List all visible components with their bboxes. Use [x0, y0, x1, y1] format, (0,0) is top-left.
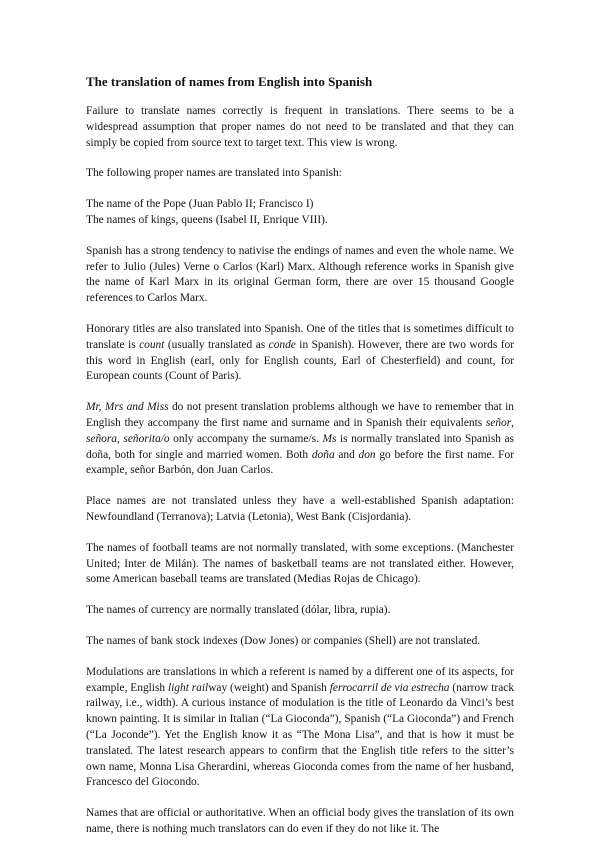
- paragraph-place-names: Place names are not translated unless they have a well-established Spanish adaptation: Newfoundland (Terranova); Latvia (Letonia), West Bank (Cisjordania).: [86, 495, 514, 523]
- list-item: The names of kings, queens (Isabel II, Enrique VIII).: [86, 213, 328, 226]
- paragraph-nativise: Spanish has a strong tendency to nativise the endings of names and even the whole name. We refer to Julio (Jules) Verne o Carlos (Karl) Marx. Although reference works in Spanish give the name of Karl Marx in its original German form, there are over 15 thousand Google references to Carlos Marx.: [86, 244, 514, 305]
- paragraph-currency: The names of currency are normally translated (dólar, libra, rupia).: [86, 604, 391, 617]
- paragraph-courtesy-titles: Mr, Mrs and Miss do not present translation problems although we have to remember that in English they accompany the first name and surname and in Spanish their equivalents señor, señora, señorita/o only accompany the surname/s. Ms is normally translated into Spanish as doña, both for single and married women. Both doña and don go before the first name. For example, señor Barbón, don Juan Carlos.: [86, 401, 514, 477]
- paragraph-modulations: Modulations are translations in which a referent is named by a different one of its aspects, for example, English light railway (weight) and Spanish ferrocarril de via estrecha (narrow track railway, i.e., width). A curious instance of modulation is the title of Leonardo da Vinci’s best known painting. It is similar in Italian (“La Gioconda”), Spanish (“La Gioconda”) and French (“La Joconde”). Yet the English know it as “The Mona Lisa”, and that is how it must be translated. The latest research appears to confirm that the English title refers to the sitter’s own name, Monna Lisa Gherardini, whereas Gioconda comes from the name of her husband, Francesco del Giocondo.: [86, 665, 515, 789]
- document-page: [86, 74, 514, 838]
- paragraph-official-names: Names that are official or authoritative. When an official body gives the translation of its own name, there is nothing much translators can do even if they do not like it. The: [86, 807, 514, 835]
- proper-names-list: [86, 197, 514, 229]
- page-title: The translation of names from English into Spanish: [86, 74, 373, 89]
- list-item: The name of the Pope (Juan Pablo II; Francisco I): [86, 198, 314, 211]
- paragraph-proper-names-lead: The following proper names are translated into Spanish:: [86, 167, 342, 180]
- paragraph-stock-indexes: The names of bank stock indexes (Dow Jones) or companies (Shell) are not translated.: [86, 634, 481, 647]
- paragraph-sports-teams: The names of football teams are not normally translated, with some exceptions. (Manchester United; Inter de Milán). The names of basketball teams are not translated either. However, some American baseball teams are translated (Medias Rojas de Chicago).: [86, 541, 514, 586]
- paragraph-intro: Failure to translate names correctly is frequent in translations. There seems to be a widespread assumption that proper names do not need to be translated and that they can simply be copied from source text to target text. This view is wrong.: [86, 105, 514, 149]
- paragraph-honorary-titles: Honorary titles are also translated into Spanish. One of the titles that is sometimes difficult to translate is count (usually translated as conde in Spanish). However, there are two words for this word in English (earl, only for English counts, Earl of Chesterfield) and count, for European counts (Count of Paris).: [86, 322, 514, 383]
